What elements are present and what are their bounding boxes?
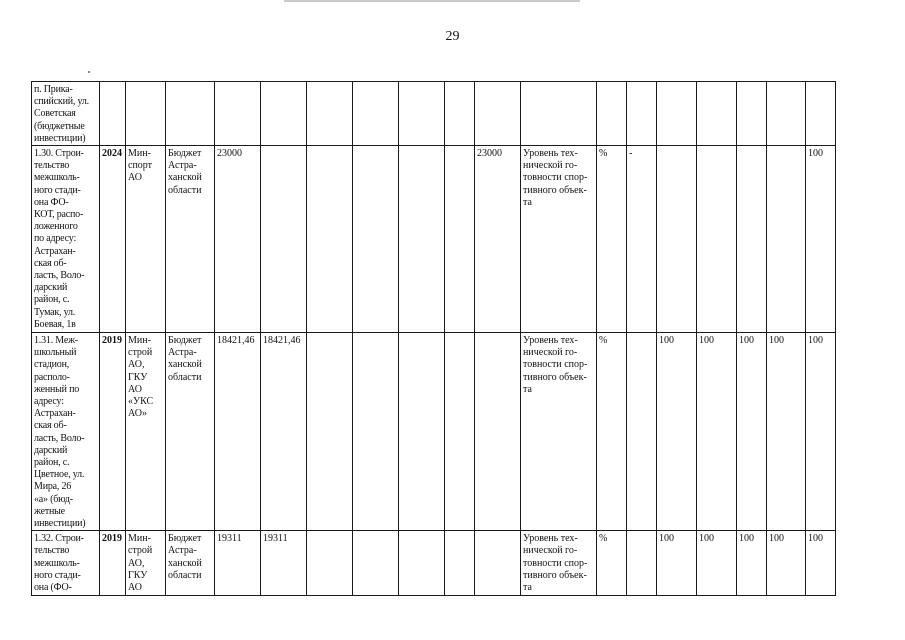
cell-c10: [475, 82, 521, 146]
cell-c6: [307, 531, 353, 596]
cell-c5: [261, 146, 307, 333]
cell-source: Бюджет Астра- ханской области: [166, 333, 215, 531]
cell-name: 1.32. Строи- тельство межшколь- ного стади- она (ФО-: [32, 531, 100, 596]
page-number: 29: [445, 29, 460, 44]
cell-v2: [657, 146, 697, 333]
cell-c6: [307, 146, 353, 333]
cell-v5: 100: [767, 333, 806, 531]
cell-exec: Мин- строй АО, ГКУ АО: [126, 531, 166, 596]
cell-v5: [767, 146, 806, 333]
cell-v2: 100: [657, 333, 697, 531]
cell-v6: 100: [806, 146, 836, 333]
cell-v1: [627, 333, 657, 531]
cell-c5: 18421,46: [261, 333, 307, 531]
cell-c10: [475, 333, 521, 531]
cell-indicator: Уровень тех- нической го- товности спор- тивного объек- та: [521, 146, 597, 333]
cell-c7: [353, 531, 399, 596]
scan-artifact-line: [284, 0, 580, 2]
cell-unit: %: [597, 531, 627, 596]
cell-v4: 100: [737, 531, 767, 596]
cell-v3: [697, 82, 737, 146]
cell-c7: [353, 82, 399, 146]
cell-c5: [261, 82, 307, 146]
scan-dot: [88, 71, 90, 73]
cell-v1: [627, 82, 657, 146]
cell-c6: [307, 333, 353, 531]
cell-exec: [126, 82, 166, 146]
cell-c4: 19311: [215, 531, 261, 596]
cell-c8: [399, 146, 445, 333]
cell-indicator: Уровень тех- нической го- товности спор- тивного объек- та: [521, 531, 597, 596]
table-row: [32, 82, 836, 146]
cell-c8: [399, 531, 445, 596]
cell-v1: -: [627, 146, 657, 333]
cell-unit: %: [597, 146, 627, 333]
cell-year: [100, 82, 126, 146]
cell-v6: 100: [806, 333, 836, 531]
cell-c9: [445, 82, 475, 146]
cell-year: 2024: [100, 146, 126, 333]
cell-c9: [445, 531, 475, 596]
cell-v2: [657, 82, 697, 146]
cell-v4: 100: [737, 333, 767, 531]
cell-v3: 100: [697, 531, 737, 596]
cell-year: 2019: [100, 531, 126, 596]
cell-indicator: [521, 82, 597, 146]
cell-exec: Мин- спорт АО: [126, 146, 166, 333]
cell-year: 2019: [100, 333, 126, 531]
cell-c4: 18421,46: [215, 333, 261, 531]
table-row: [32, 531, 836, 596]
cell-v4: [737, 82, 767, 146]
cell-name: 1.31. Меж- школьный стадион, располо- женный по адресу: Астрахан- ская об- ласть, Воло- дарский район, с. Цветное, ул. Мира, 26 «а» (бюд- жетные инвестиции): [32, 333, 100, 531]
cell-name: 1.30. Строи- тельство межшколь- ного стади- она ФО- КОТ, распо- ложенного по адресу: Астрахан- ская об- ласть, Воло- дарский район, с. Тумак, ул. Боевая, 1в: [32, 146, 100, 333]
cell-v3: [697, 146, 737, 333]
cell-source: [166, 82, 215, 146]
cell-c4: [215, 82, 261, 146]
cell-v5: 100: [767, 531, 806, 596]
cell-c6: [307, 82, 353, 146]
cell-c8: [399, 333, 445, 531]
cell-exec: Мин- строй АО, ГКУ АО «УКС АО»: [126, 333, 166, 531]
cell-v4: [737, 146, 767, 333]
cell-source: Бюджет Астра- ханской области: [166, 146, 215, 333]
cell-c9: [445, 333, 475, 531]
table-body: [32, 82, 836, 596]
cell-v3: 100: [697, 333, 737, 531]
cell-unit: %: [597, 333, 627, 531]
table-row: [32, 146, 836, 333]
cell-v1: [627, 531, 657, 596]
cell-c10: [475, 531, 521, 596]
cell-c5: 19311: [261, 531, 307, 596]
cell-source: Бюджет Астра- ханской области: [166, 531, 215, 596]
cell-v6: 100: [806, 531, 836, 596]
cell-v2: 100: [657, 531, 697, 596]
cell-c8: [399, 82, 445, 146]
cell-c4: 23000: [215, 146, 261, 333]
cell-c10: 23000: [475, 146, 521, 333]
cell-indicator: Уровень тех- нической го- товности спор- тивного объек- та: [521, 333, 597, 531]
cell-c9: [445, 146, 475, 333]
cell-v5: [767, 82, 806, 146]
cell-c7: [353, 146, 399, 333]
cell-unit: [597, 82, 627, 146]
program-table: [31, 81, 836, 596]
table-row: [32, 333, 836, 531]
cell-name: п. Прика- спийский, ул. Советская (бюджетные инвестиции): [32, 82, 100, 146]
cell-v6: [806, 82, 836, 146]
cell-c7: [353, 333, 399, 531]
